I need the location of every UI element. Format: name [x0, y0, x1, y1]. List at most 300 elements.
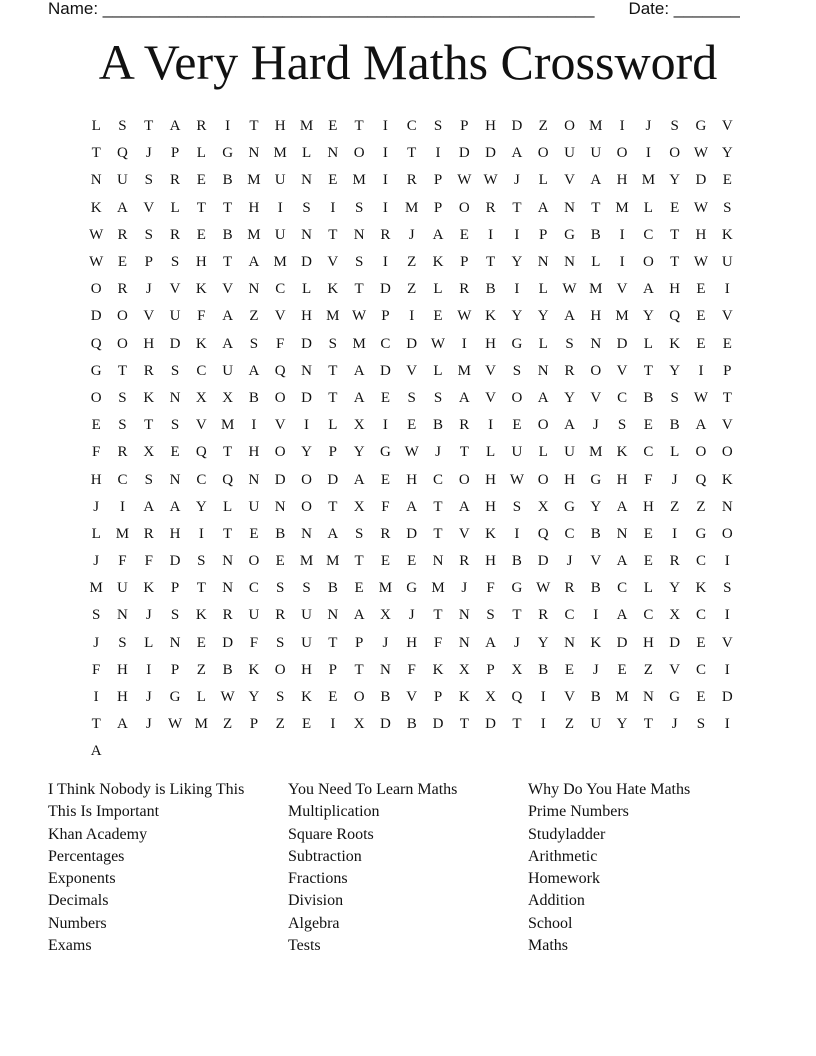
grid-letter[interactable]: K — [327, 281, 339, 298]
grid-letter[interactable]: J — [145, 716, 152, 733]
grid-letter[interactable]: I — [514, 525, 520, 542]
grid-letter[interactable]: R — [564, 580, 575, 597]
grid-letter[interactable]: B — [433, 417, 444, 434]
grid-letter[interactable]: P — [460, 118, 469, 135]
grid-letter[interactable]: I — [698, 362, 704, 379]
grid-letter[interactable]: N — [301, 362, 312, 379]
grid-letter[interactable]: I — [514, 226, 520, 243]
grid-letter[interactable]: B — [590, 580, 601, 597]
grid-letter[interactable]: A — [564, 417, 575, 434]
grid-letter[interactable]: V — [721, 634, 733, 651]
grid-letter[interactable]: I — [198, 525, 204, 542]
grid-letter[interactable]: K — [195, 335, 207, 352]
grid-letter[interactable]: U — [564, 145, 575, 162]
grid-letter[interactable]: M — [589, 118, 603, 135]
grid-letter[interactable]: L — [328, 417, 338, 434]
grid-letter[interactable]: S — [170, 362, 180, 379]
grid-letter[interactable]: S — [433, 389, 443, 406]
grid-letter[interactable]: S — [144, 471, 153, 488]
grid-letter[interactable]: D — [301, 335, 312, 352]
grid-letter[interactable]: M — [352, 335, 366, 352]
grid-letter[interactable]: L — [301, 281, 312, 298]
grid-letter[interactable]: N — [564, 199, 575, 216]
grid-letter[interactable]: A — [616, 553, 628, 570]
grid-letter[interactable]: A — [353, 362, 365, 379]
grid-letter[interactable]: K — [301, 689, 312, 706]
grid-letter[interactable]: P — [723, 362, 732, 379]
grid-letter[interactable]: H — [143, 335, 155, 352]
grid-letter[interactable]: J — [513, 634, 520, 651]
grid-letter[interactable]: O — [590, 362, 602, 379]
grid-letter[interactable]: H — [564, 471, 575, 488]
grid-letter[interactable]: P — [433, 172, 443, 189]
grid-letter[interactable]: I — [330, 716, 336, 733]
grid-letter[interactable]: J — [645, 118, 652, 135]
grid-letter[interactable]: A — [143, 498, 155, 515]
grid-letter[interactable]: Q — [195, 444, 207, 461]
grid-letter[interactable]: I — [382, 172, 388, 189]
grid-letter[interactable]: S — [512, 498, 522, 515]
grid-letter[interactable]: Z — [249, 308, 259, 325]
grid-letter[interactable]: R — [564, 362, 575, 379]
grid-letter[interactable]: N — [248, 471, 260, 488]
grid-letter[interactable]: L — [144, 634, 154, 651]
grid-letter[interactable]: U — [511, 444, 523, 461]
grid-letter[interactable]: V — [721, 417, 733, 434]
grid-letter[interactable]: T — [196, 580, 206, 597]
grid-letter[interactable]: N — [642, 689, 654, 706]
grid-letter[interactable]: Y — [353, 444, 365, 461]
grid-letter[interactable]: W — [430, 335, 446, 352]
grid-letter[interactable]: N — [90, 172, 102, 189]
grid-letter[interactable]: D — [327, 471, 339, 488]
grid-letter[interactable]: K — [721, 471, 733, 488]
grid-letter[interactable]: A — [616, 498, 628, 515]
grid-letter[interactable]: Y — [669, 362, 681, 379]
grid-letter[interactable]: G — [695, 118, 707, 135]
grid-letter[interactable]: N — [537, 362, 549, 379]
grid-letter[interactable]: B — [590, 689, 601, 706]
grid-letter[interactable]: M — [457, 362, 471, 379]
grid-letter[interactable]: T — [91, 145, 101, 162]
grid-letter[interactable]: V — [721, 118, 733, 135]
grid-letter[interactable]: X — [537, 498, 549, 515]
grid-letter[interactable]: J — [93, 553, 100, 570]
grid-letter[interactable]: U — [248, 607, 260, 624]
grid-letter[interactable]: D — [274, 471, 286, 488]
grid-letter[interactable]: L — [196, 689, 206, 706]
grid-letter[interactable]: Q — [222, 471, 234, 488]
grid-letter[interactable]: K — [458, 689, 470, 706]
grid-letter[interactable]: B — [485, 281, 496, 298]
grid-letter[interactable]: E — [722, 172, 732, 189]
grid-letter[interactable]: I — [619, 226, 625, 243]
grid-letter[interactable]: B — [380, 689, 391, 706]
grid-letter[interactable]: C — [406, 118, 417, 135]
grid-letter[interactable]: B — [406, 716, 417, 733]
grid-letter[interactable]: R — [380, 525, 391, 542]
grid-letter[interactable]: S — [276, 634, 285, 651]
grid-letter[interactable]: T — [407, 145, 417, 162]
grid-letter[interactable]: N — [458, 607, 470, 624]
grid-letter[interactable]: Y — [537, 308, 549, 325]
grid-letter[interactable]: X — [353, 498, 365, 515]
grid-letter[interactable]: O — [274, 661, 286, 678]
grid-letter[interactable]: U — [117, 580, 128, 597]
grid-letter[interactable]: D — [695, 172, 707, 189]
grid-letter[interactable]: U — [564, 444, 575, 461]
grid-letter[interactable]: I — [724, 607, 730, 624]
grid-letter[interactable]: A — [537, 199, 549, 216]
grid-letter[interactable]: S — [144, 226, 153, 243]
grid-letter[interactable]: Z — [696, 498, 706, 515]
grid-letter[interactable]: M — [247, 226, 261, 243]
grid-letter[interactable]: Q — [669, 308, 681, 325]
grid-letter[interactable]: V — [590, 553, 602, 570]
grid-letter[interactable]: K — [432, 254, 444, 271]
grid-letter[interactable]: J — [592, 417, 599, 434]
grid-letter[interactable]: D — [485, 145, 497, 162]
grid-letter[interactable]: H — [590, 308, 602, 325]
grid-letter[interactable]: S — [486, 607, 495, 624]
grid-letter[interactable]: A — [695, 417, 707, 434]
grid-letter[interactable]: K — [248, 661, 260, 678]
grid-letter[interactable]: V — [616, 362, 628, 379]
grid-letter[interactable]: O — [537, 471, 549, 488]
grid-letter[interactable]: O — [458, 199, 470, 216]
grid-letter[interactable]: W — [352, 308, 367, 325]
grid-letter[interactable]: R — [222, 607, 233, 624]
grid-letter[interactable]: T — [722, 389, 732, 406]
grid-letter[interactable]: R — [196, 118, 207, 135]
grid-letter[interactable]: I — [724, 281, 730, 298]
grid-letter[interactable]: A — [353, 607, 365, 624]
grid-letter[interactable]: E — [564, 661, 575, 678]
grid-letter[interactable]: E — [170, 444, 180, 461]
grid-letter[interactable]: E — [380, 553, 390, 570]
grid-letter[interactable]: R — [170, 226, 181, 243]
grid-letter[interactable]: T — [354, 553, 364, 570]
grid-letter[interactable]: Y — [721, 145, 733, 162]
grid-letter[interactable]: N — [222, 580, 234, 597]
grid-letter[interactable]: Z — [643, 661, 653, 678]
grid-letter[interactable]: B — [590, 226, 601, 243]
grid-letter[interactable]: T — [643, 716, 653, 733]
grid-letter[interactable]: M — [405, 199, 419, 216]
grid-letter[interactable]: E — [301, 716, 312, 733]
grid-letter[interactable]: R — [117, 281, 128, 298]
grid-letter[interactable]: N — [379, 661, 391, 678]
grid-letter[interactable]: D — [379, 716, 391, 733]
grid-letter[interactable]: N — [721, 498, 733, 515]
grid-letter[interactable]: E — [328, 172, 338, 189]
grid-letter[interactable]: L — [538, 335, 548, 352]
grid-letter[interactable]: S — [197, 553, 206, 570]
grid-letter[interactable]: P — [170, 661, 180, 678]
grid-letter[interactable]: E — [117, 254, 128, 271]
grid-letter[interactable]: D — [379, 362, 391, 379]
grid-letter[interactable]: U — [590, 145, 602, 162]
grid-letter[interactable]: V — [195, 417, 207, 434]
grid-letter[interactable]: M — [89, 580, 103, 597]
grid-letter[interactable]: F — [91, 661, 101, 678]
grid-letter[interactable]: P — [328, 444, 337, 461]
grid-letter[interactable]: C — [617, 580, 628, 597]
grid-letter[interactable]: V — [721, 308, 733, 325]
grid-letter[interactable]: A — [327, 525, 339, 542]
grid-letter[interactable]: M — [115, 525, 130, 542]
grid-letter[interactable]: S — [723, 580, 732, 597]
grid-letter[interactable]: Y — [301, 444, 312, 461]
grid-letter[interactable]: S — [670, 118, 679, 135]
grid-letter[interactable]: J — [671, 716, 678, 733]
grid-letter[interactable]: K — [721, 226, 733, 243]
grid-letter[interactable]: E — [643, 553, 653, 570]
grid-letter[interactable]: A — [248, 254, 260, 271]
grid-letter[interactable]: V — [222, 281, 234, 298]
grid-letter[interactable]: X — [485, 689, 497, 706]
grid-letter[interactable]: T — [512, 199, 522, 216]
grid-letter[interactable]: M — [615, 689, 629, 706]
grid-letter[interactable]: V — [564, 689, 575, 706]
grid-letter[interactable]: G — [590, 471, 602, 488]
grid-letter[interactable]: V — [143, 199, 155, 216]
grid-letter[interactable]: I — [514, 281, 520, 298]
grid-letter[interactable]: K — [485, 308, 497, 325]
grid-letter[interactable]: U — [222, 362, 234, 379]
grid-letter[interactable]: J — [408, 607, 415, 624]
grid-letter[interactable]: S — [302, 580, 311, 597]
grid-letter[interactable]: V — [564, 172, 575, 189]
grid-letter[interactable]: E — [643, 417, 653, 434]
grid-letter[interactable]: N — [327, 145, 339, 162]
grid-letter[interactable]: H — [695, 226, 707, 243]
grid-letter[interactable]: X — [222, 389, 234, 406]
grid-letter[interactable]: M — [615, 308, 629, 325]
grid-letter[interactable]: G — [564, 498, 575, 515]
grid-letter[interactable]: R — [275, 607, 286, 624]
grid-letter[interactable]: F — [644, 471, 653, 488]
grid-letter[interactable]: I — [93, 689, 99, 706]
grid-letter[interactable]: P — [539, 226, 548, 243]
grid-letter[interactable]: N — [353, 226, 365, 243]
grid-letter[interactable]: H — [301, 308, 312, 325]
grid-letter[interactable]: K — [485, 525, 497, 542]
grid-letter[interactable]: I — [382, 118, 388, 135]
grid-letter[interactable]: D — [616, 335, 628, 352]
grid-letter[interactable]: S — [91, 607, 101, 624]
grid-letter[interactable]: C — [695, 553, 706, 570]
grid-letter[interactable]: S — [118, 417, 127, 434]
grid-letter[interactable]: C — [643, 444, 654, 461]
grid-letter[interactable]: C — [564, 525, 575, 542]
grid-letter[interactable]: Y — [564, 389, 575, 406]
grid-letter[interactable]: P — [381, 308, 390, 325]
grid-letter[interactable]: I — [593, 607, 599, 624]
grid-letter[interactable]: T — [670, 254, 680, 271]
grid-letter[interactable]: H — [642, 498, 654, 515]
grid-letter[interactable]: J — [145, 145, 152, 162]
grid-letter[interactable]: N — [301, 525, 312, 542]
grid-letter[interactable]: T — [328, 634, 338, 651]
grid-letter[interactable]: S — [670, 389, 679, 406]
grid-letter[interactable]: M — [273, 254, 287, 271]
grid-letter[interactable]: S — [302, 199, 311, 216]
grid-letter[interactable]: I — [488, 417, 494, 434]
grid-letter[interactable]: L — [486, 444, 496, 461]
grid-letter[interactable]: E — [670, 199, 680, 216]
grid-letter[interactable]: V — [274, 308, 286, 325]
grid-letter[interactable]: E — [196, 226, 206, 243]
grid-letter[interactable]: M — [247, 172, 261, 189]
grid-letter[interactable]: I — [382, 417, 388, 434]
grid-letter[interactable]: A — [485, 634, 497, 651]
grid-letter[interactable]: D — [511, 118, 523, 135]
grid-letter[interactable]: S — [118, 389, 127, 406]
grid-letter[interactable]: R — [459, 281, 470, 298]
grid-letter[interactable]: E — [617, 661, 627, 678]
grid-letter[interactable]: O — [537, 417, 549, 434]
grid-letter[interactable]: Y — [511, 308, 523, 325]
grid-letter[interactable]: V — [458, 525, 470, 542]
grid-letter[interactable]: N — [564, 254, 575, 271]
grid-letter[interactable]: H — [406, 471, 418, 488]
grid-letter[interactable]: O — [90, 281, 102, 298]
grid-letter[interactable]: O — [117, 335, 128, 352]
grid-letter[interactable]: Z — [564, 716, 575, 733]
grid-letter[interactable]: A — [353, 389, 365, 406]
grid-letter[interactable]: T — [512, 716, 522, 733]
grid-letter[interactable]: A — [169, 498, 181, 515]
grid-letter[interactable]: D — [485, 716, 497, 733]
grid-letter[interactable]: S — [170, 417, 180, 434]
grid-letter[interactable]: D — [537, 553, 549, 570]
grid-letter[interactable]: Z — [407, 281, 417, 298]
grid-letter[interactable]: R — [380, 226, 391, 243]
grid-letter[interactable]: L — [643, 580, 653, 597]
grid-letter[interactable]: W — [693, 145, 709, 162]
grid-letter[interactable]: T — [223, 525, 233, 542]
grid-letter[interactable]: T — [223, 254, 233, 271]
grid-letter[interactable]: H — [195, 254, 207, 271]
grid-letter[interactable]: A — [458, 498, 470, 515]
grid-letter[interactable]: R — [143, 362, 154, 379]
grid-letter[interactable]: N — [248, 281, 260, 298]
grid-letter[interactable]: X — [458, 661, 470, 678]
grid-letter[interactable]: K — [695, 580, 707, 597]
grid-letter[interactable]: L — [91, 118, 101, 135]
grid-letter[interactable]: T — [117, 362, 128, 379]
grid-letter[interactable]: C — [643, 226, 654, 243]
grid-letter[interactable]: E — [696, 308, 706, 325]
grid-letter[interactable]: I — [277, 199, 283, 216]
grid-letter[interactable]: H — [301, 661, 312, 678]
grid-letter[interactable]: H — [485, 553, 497, 570]
grid-letter[interactable]: B — [222, 172, 233, 189]
grid-letter[interactable]: H — [616, 471, 628, 488]
grid-letter[interactable]: X — [669, 607, 681, 624]
grid-letter[interactable]: P — [460, 254, 469, 271]
grid-letter[interactable]: H — [485, 118, 497, 135]
grid-letter[interactable]: B — [590, 525, 601, 542]
grid-letter[interactable]: H — [274, 118, 286, 135]
grid-letter[interactable]: R — [459, 553, 470, 570]
grid-letter[interactable]: U — [117, 172, 128, 189]
grid-letter[interactable]: H — [406, 634, 418, 651]
grid-letter[interactable]: G — [222, 145, 234, 162]
grid-letter[interactable]: K — [669, 335, 681, 352]
grid-letter[interactable]: V — [406, 362, 418, 379]
grid-letter[interactable]: Y — [590, 498, 602, 515]
grid-letter[interactable]: S — [512, 362, 522, 379]
grid-letter[interactable]: G — [511, 335, 523, 352]
grid-letter[interactable]: S — [276, 689, 285, 706]
grid-letter[interactable]: L — [643, 335, 653, 352]
grid-letter[interactable]: A — [222, 335, 234, 352]
grid-letter[interactable]: D — [301, 254, 312, 271]
grid-letter[interactable]: S — [354, 525, 364, 542]
grid-letter[interactable]: F — [249, 634, 259, 651]
grid-letter[interactable]: L — [538, 444, 548, 461]
grid-letter[interactable]: W — [536, 580, 551, 597]
grid-letter[interactable]: B — [275, 525, 286, 542]
grid-letter[interactable]: O — [642, 254, 654, 271]
grid-letter[interactable]: U — [274, 172, 286, 189]
grid-letter[interactable]: W — [167, 716, 183, 733]
grid-letter[interactable]: P — [170, 580, 180, 597]
grid-letter[interactable]: Y — [669, 580, 681, 597]
grid-letter[interactable]: H — [485, 335, 497, 352]
grid-letter[interactable]: L — [91, 525, 101, 542]
grid-letter[interactable]: O — [274, 389, 286, 406]
grid-letter[interactable]: W — [404, 444, 419, 461]
grid-letter[interactable]: D — [406, 335, 418, 352]
grid-letter[interactable]: W — [693, 254, 709, 271]
grid-letter[interactable]: A — [90, 743, 102, 760]
grid-letter[interactable]: R — [485, 199, 496, 216]
grid-letter[interactable]: H — [169, 525, 181, 542]
grid-letter[interactable]: E — [722, 335, 732, 352]
grid-letter[interactable]: R — [459, 417, 470, 434]
grid-letter[interactable]: T — [354, 281, 364, 298]
grid-letter[interactable]: J — [382, 634, 389, 651]
grid-letter[interactable]: E — [696, 634, 706, 651]
grid-letter[interactable]: W — [693, 389, 709, 406]
grid-letter[interactable]: R — [170, 172, 181, 189]
grid-letter[interactable]: W — [457, 172, 472, 189]
grid-letter[interactable]: C — [695, 661, 706, 678]
grid-letter[interactable]: G — [90, 362, 102, 379]
grid-letter[interactable]: C — [248, 580, 259, 597]
grid-letter[interactable]: L — [433, 281, 443, 298]
grid-letter[interactable]: E — [643, 525, 653, 542]
grid-letter[interactable]: N — [301, 172, 312, 189]
grid-letter[interactable]: J — [592, 661, 599, 678]
grid-letter[interactable]: Q — [274, 362, 286, 379]
grid-letter[interactable]: M — [589, 444, 603, 461]
grid-letter[interactable]: U — [301, 607, 312, 624]
grid-letter[interactable]: N — [432, 553, 444, 570]
grid-letter[interactable]: A — [406, 498, 418, 515]
grid-letter[interactable]: O — [669, 145, 681, 162]
grid-letter[interactable]: L — [591, 254, 601, 271]
grid-letter[interactable]: X — [379, 607, 391, 624]
grid-letter[interactable]: Y — [642, 308, 654, 325]
grid-letter[interactable]: T — [328, 389, 338, 406]
grid-letter[interactable]: B — [248, 389, 259, 406]
grid-letter[interactable]: C — [380, 335, 391, 352]
grid-letter[interactable]: U — [301, 634, 312, 651]
